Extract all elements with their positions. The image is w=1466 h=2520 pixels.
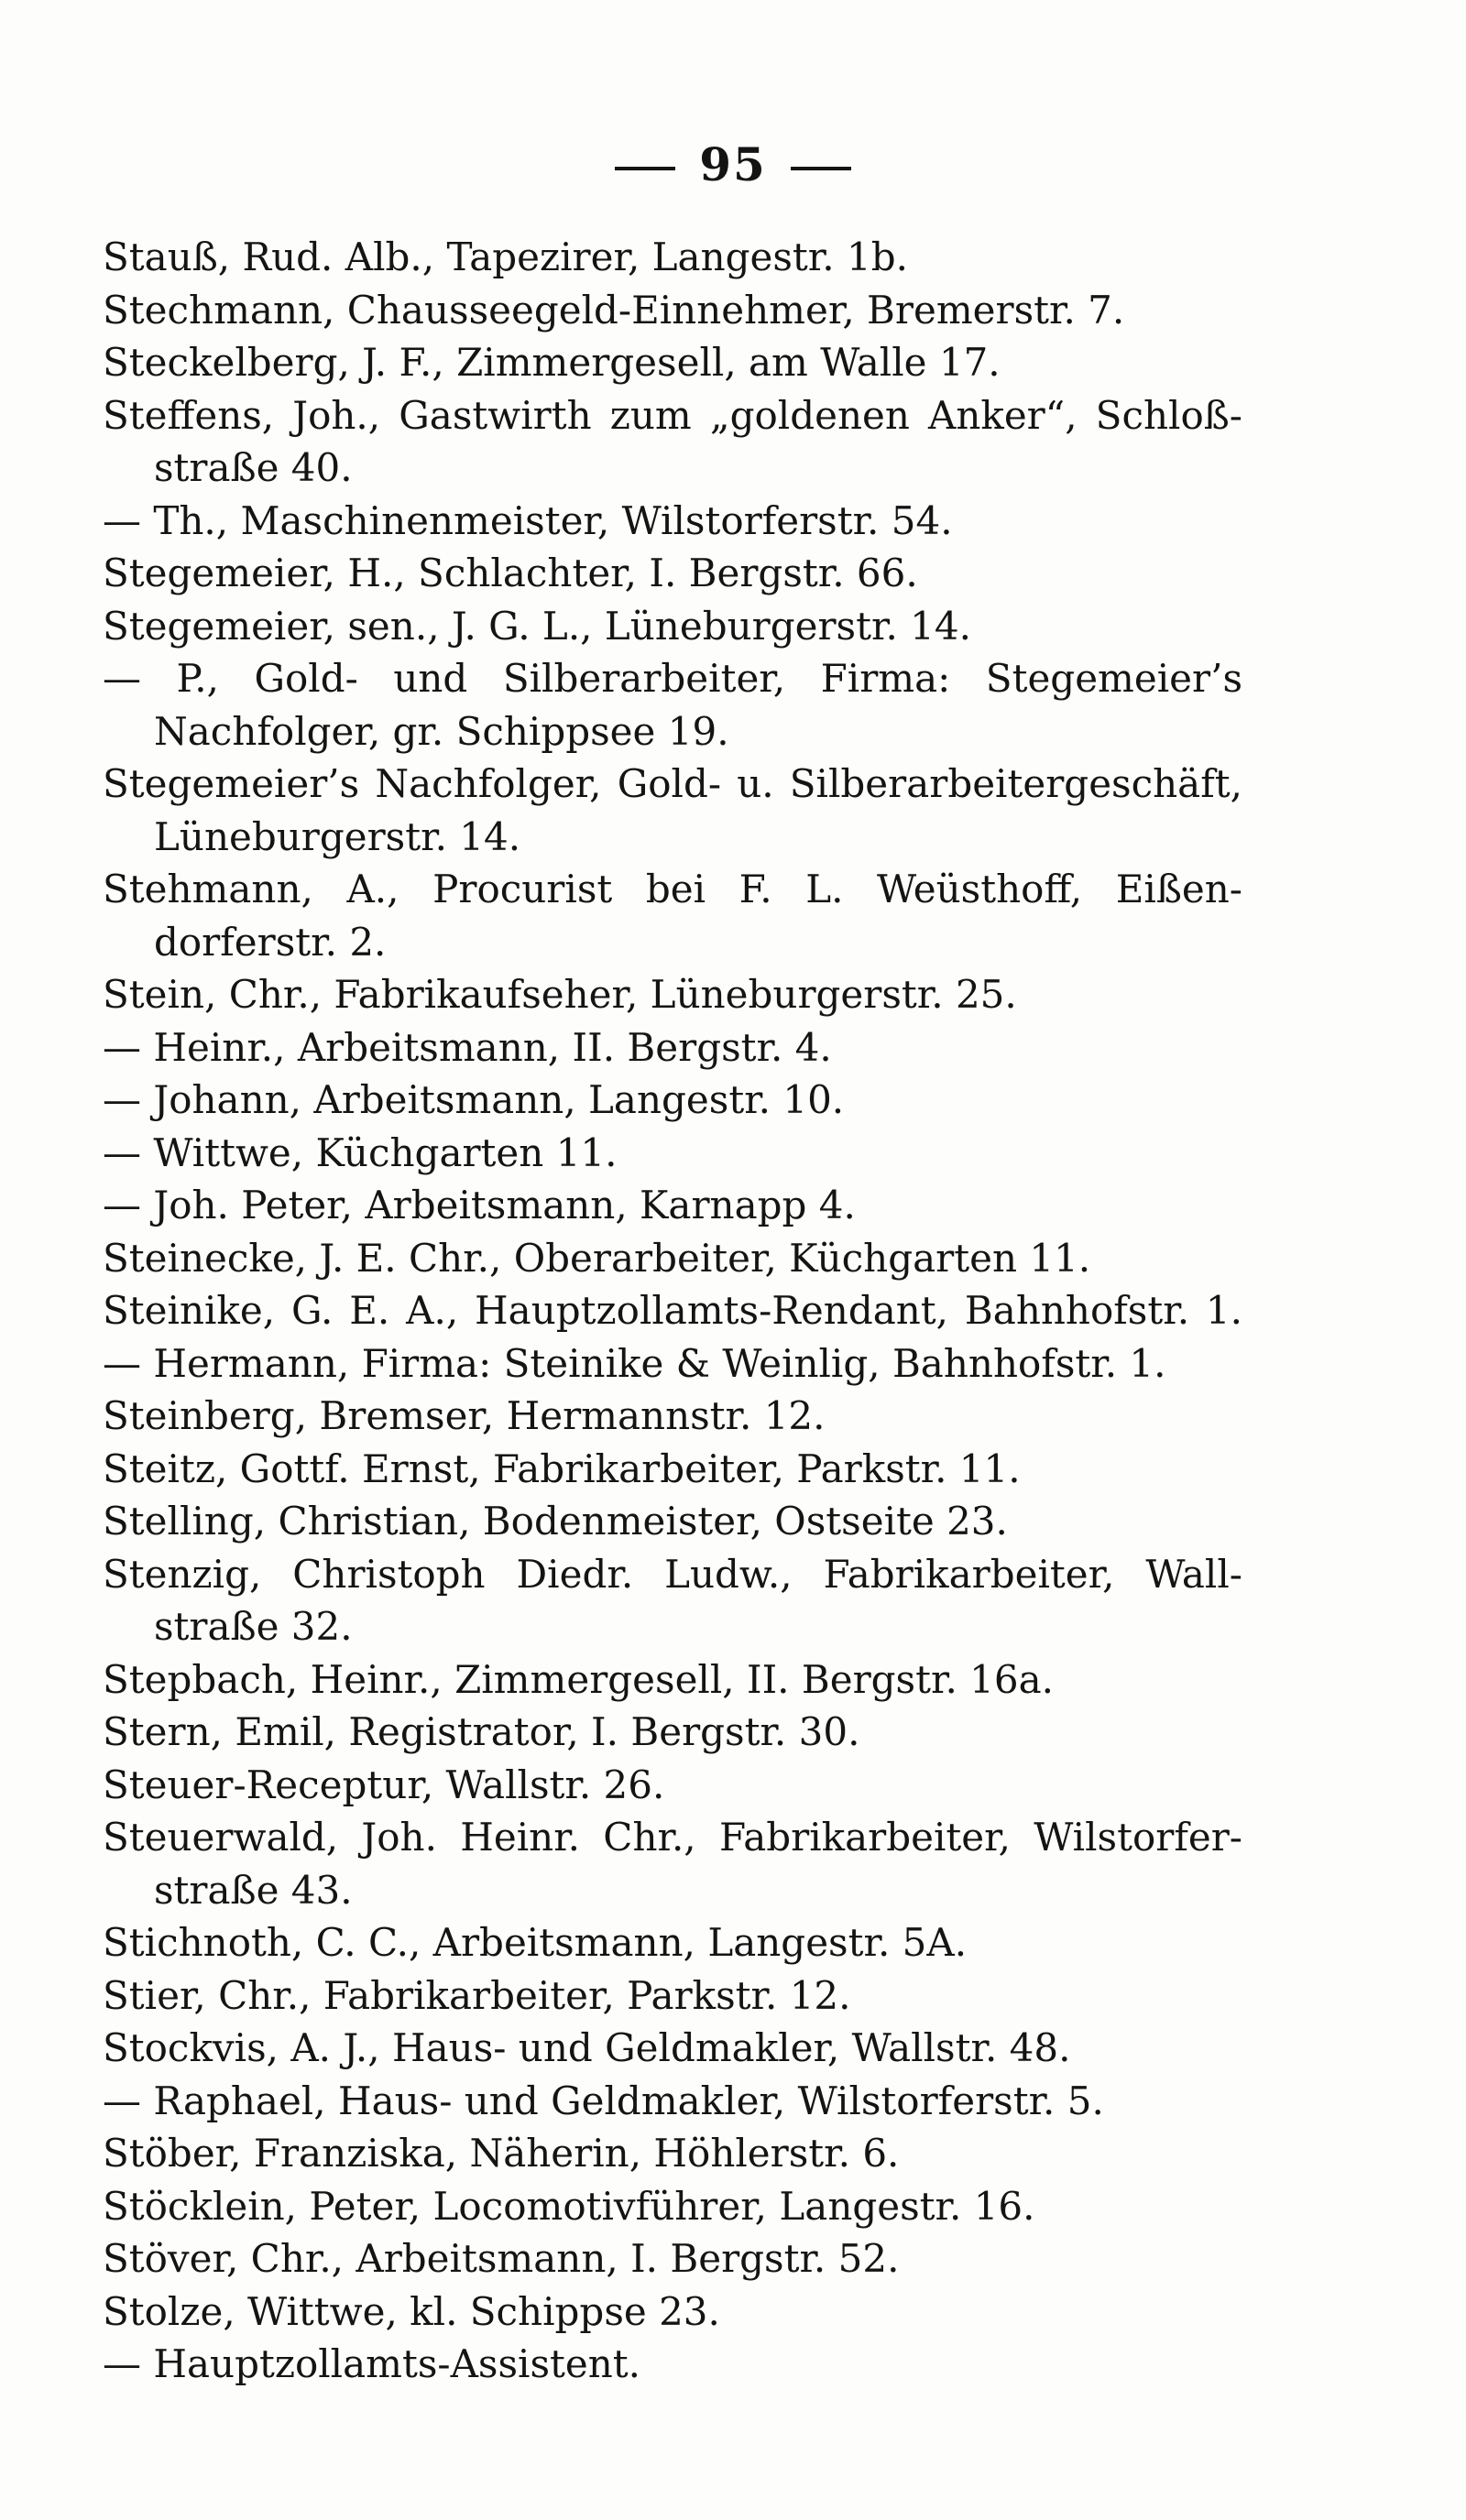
directory-entry: Stegemeier, sen., J. G. L., Lüneburgerstr. 14. <box>103 603 971 649</box>
entry-continuation-line: straße 43. <box>154 1867 353 1913</box>
directory-entry: — Hermann, Firma: Steinike & Weinlig, Bahnhofstr. 1. <box>103 1340 1166 1386</box>
entry-continuation-line: straße 40. <box>154 445 353 490</box>
directory-entry: Stein, Chr., Fabrikaufseher, Lüneburgerstr. 25. <box>103 972 1017 1017</box>
directory-entry: Stolze, Wittwe, kl. Schippse 23. <box>103 2288 720 2334</box>
directory-entry: Stöber, Franziska, Näherin, Höhlerstr. 6. <box>103 2131 900 2176</box>
directory-entry: — Heinr., Arbeitsmann, II. Bergstr. 4. <box>103 1024 832 1070</box>
directory-entry: Stier, Chr., Fabrikarbeiter, Parkstr. 12. <box>103 1972 851 2018</box>
directory-entry: Stelling, Christian, Bodenmeister, Ostseite 23. <box>103 1499 1008 1544</box>
entry-continuation-line: Nachfolger, gr. Schippsee 19. <box>154 708 729 754</box>
directory-entry: Stepbach, Heinr., Zimmergesell, II. Bergstr. 16a. <box>103 1656 1054 1702</box>
directory-entry: Stenzig, Christoph Diedr. Ludw., Fabrikarbeiter, Wall- <box>103 1551 1242 1597</box>
directory-entry: Stechmann, Chausseegeld-Einnehmer, Bremerstr. 7. <box>103 287 1125 333</box>
directory-entry: Steuer-Receptur, Wallstr. 26. <box>103 1762 665 1807</box>
directory-entry: Steffens, Joh., Gastwirth zum „goldenen Anker“, Schloß- <box>103 392 1242 438</box>
directory-entry: Stockvis, A. J., Haus- und Geldmakler, Wallstr. 48. <box>103 2025 1071 2070</box>
directory-entry: — Raphael, Haus- und Geldmakler, Wilstorferstr. 5. <box>103 2078 1104 2123</box>
directory-entry: Stegemeier’s Nachfolger, Gold- u. Silberarbeitergeschäft, <box>103 761 1242 806</box>
directory-entry: Stegemeier, H., Schlachter, I. Bergstr. 66. <box>103 551 918 595</box>
directory-entry: — Joh. Peter, Arbeitsmann, Karnapp 4. <box>103 1183 856 1227</box>
directory-entry: Stichnoth, C. C., Arbeitsmann, Langestr. 5A. <box>103 1920 968 1965</box>
directory-entry: Stauß, Rud. Alb., Tapezirer, Langestr. 1b. <box>103 235 908 279</box>
entry-continuation-line: straße 32. <box>154 1604 353 1649</box>
directory-entries <box>103 231 1242 2391</box>
entry-continuation-line: Lüneburgerstr. 14. <box>154 813 521 859</box>
directory-entry: — P., Gold- und Silberarbeiter, Firma: Stegemeier’s <box>103 656 1242 701</box>
directory-entry: — Johann, Arbeitsmann, Langestr. 10. <box>103 1077 845 1122</box>
directory-entry: Stöver, Chr., Arbeitsmann, I. Bergstr. 52. <box>103 2236 900 2281</box>
directory-entry: Stehmann, A., Procurist bei F. L. Weüsthoff, Eißen- <box>103 867 1242 911</box>
directory-entry: Steinike, G. E. A., Hauptzollamts-Rendant, Bahnhofstr. 1. <box>103 1288 1242 1333</box>
directory-entry: — Wittwe, Küchgarten 11. <box>103 1129 618 1175</box>
directory-entry: Steitz, Gottf. Ernst, Fabrikarbeiter, Parkstr. 11. <box>103 1445 1021 1491</box>
directory-entry: Stern, Emil, Registrator, I. Bergstr. 30. <box>103 1709 860 1754</box>
directory-entry: — Th., Maschinenmeister, Wilstorferstr. 54. <box>103 497 953 543</box>
directory-entry: — Hauptzollamts-Assistent. <box>103 2341 641 2386</box>
directory-entry: Steinecke, J. E. Chr., Oberarbeiter, Küchgarten 11. <box>103 1235 1091 1281</box>
header-dash-right <box>791 167 851 170</box>
page-number: 95 <box>699 137 767 191</box>
entry-continuation-line: dorferstr. 2. <box>154 919 387 965</box>
directory-entry: Steckelberg, J. F., Zimmergesell, am Walle 17. <box>103 340 1001 385</box>
directory-entry: Steinberg, Bremser, Hermannstr. 12. <box>103 1393 826 1438</box>
directory-entry: Stöcklein, Peter, Locomotivführer, Langestr. 16. <box>103 2183 1035 2229</box>
header-dash-left <box>615 167 675 170</box>
directory-entry: Steuerwald, Joh. Heinr. Chr., Fabrikarbeiter, Wilstorfer- <box>103 1815 1242 1860</box>
page-number-header <box>0 137 1466 191</box>
